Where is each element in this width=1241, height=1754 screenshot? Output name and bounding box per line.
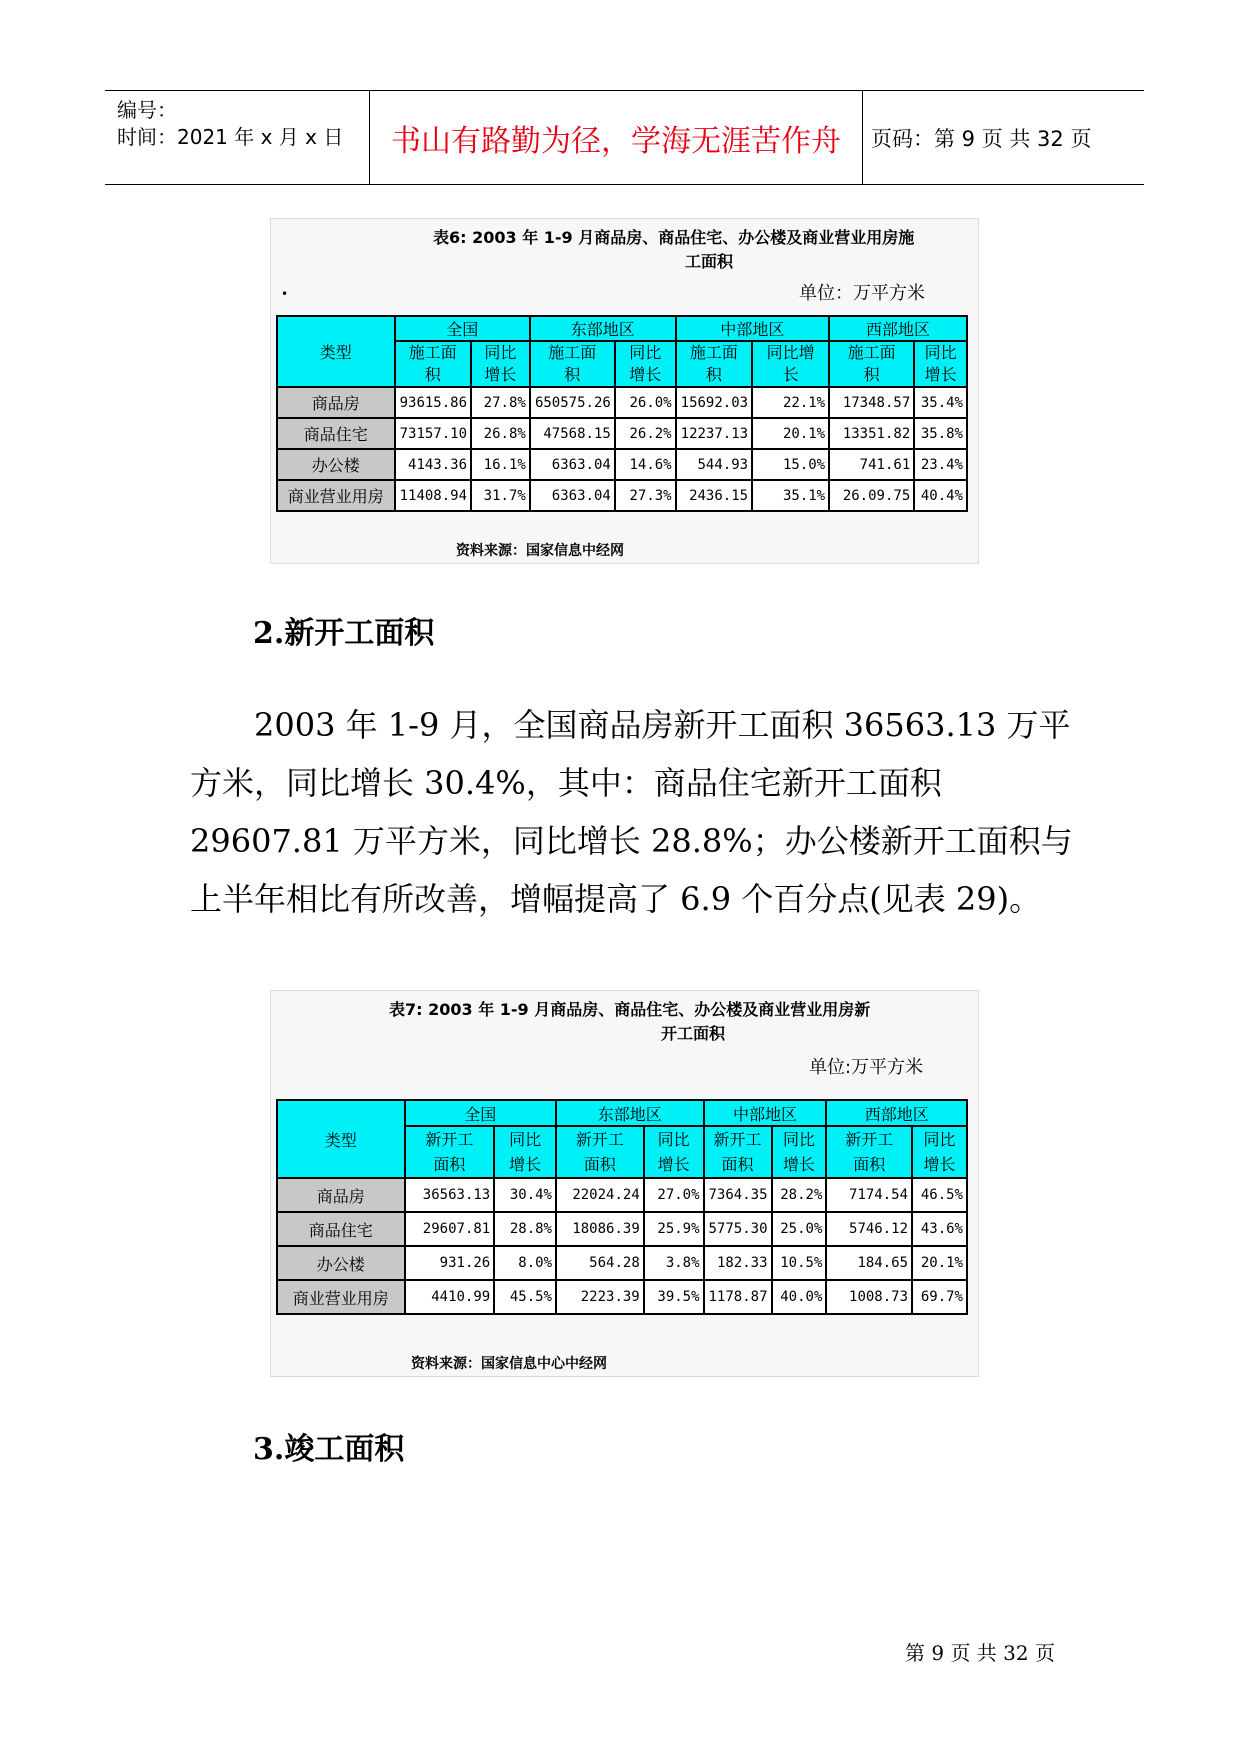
table-cell: 13351.82 bbox=[829, 418, 914, 449]
table-cell: 17348.57 bbox=[829, 387, 914, 418]
table-cell: 26.2% bbox=[615, 418, 676, 449]
table-cell: 184.65 bbox=[826, 1246, 912, 1280]
table6-title: 表6: 2003 年 1-9 月商品房、商品住宅、办公楼及商业营业用房施 bbox=[433, 228, 915, 247]
table7-figure bbox=[270, 990, 979, 1377]
subheader: 同比增长 bbox=[644, 1126, 704, 1178]
table-row bbox=[277, 1280, 967, 1314]
table-cell: 22024.24 bbox=[556, 1178, 644, 1212]
table6-title-line2: 工面积 bbox=[685, 252, 734, 271]
table7-unit: 单位:万平方米 bbox=[809, 1057, 924, 1078]
table-row bbox=[277, 1212, 967, 1246]
table-cell: 25.9% bbox=[644, 1212, 704, 1246]
row-header: 商品住宅 bbox=[277, 418, 395, 449]
subheader: 同比增长 bbox=[752, 341, 829, 387]
table-cell: 3.8% bbox=[644, 1246, 704, 1280]
table-cell: 14.6% bbox=[615, 449, 676, 480]
region-header: 全国 bbox=[405, 1100, 556, 1126]
table-cell: 36563.13 bbox=[405, 1178, 495, 1212]
table-cell: 7174.54 bbox=[826, 1178, 912, 1212]
serial-label: 编号： bbox=[117, 98, 177, 122]
table6-unit: 单位：万平方米 bbox=[799, 283, 925, 304]
subheader: 施工面积 bbox=[395, 341, 471, 387]
table-cell: 25.0% bbox=[772, 1212, 827, 1246]
table6 bbox=[276, 315, 968, 512]
table-cell: 35.4% bbox=[914, 387, 967, 418]
table-cell: 2223.39 bbox=[556, 1280, 644, 1314]
table-cell: 20.1% bbox=[912, 1246, 967, 1280]
table6-source: 资料来源：国家信息中经网 bbox=[456, 543, 624, 559]
row-header: 商业营业用房 bbox=[277, 1280, 405, 1314]
header-page-label: 页码：第 9 页 共 32 页 bbox=[871, 126, 1092, 151]
table-cell: 31.7% bbox=[471, 480, 530, 511]
table-cell: 40.4% bbox=[914, 480, 967, 511]
table-cell: 30.4% bbox=[494, 1178, 556, 1212]
type-header: 类型 bbox=[277, 1100, 405, 1178]
subheader: 同比增长 bbox=[615, 341, 676, 387]
table-cell: 16.1% bbox=[471, 449, 530, 480]
region-header: 西部地区 bbox=[826, 1100, 967, 1126]
table-row bbox=[277, 418, 967, 449]
table7-source: 资料来源：国家信息中心中经网 bbox=[411, 1356, 607, 1372]
table-cell: 22.1% bbox=[752, 387, 829, 418]
page-header bbox=[105, 90, 1144, 185]
table-cell: 43.6% bbox=[912, 1212, 967, 1246]
table-cell: 46.5% bbox=[912, 1178, 967, 1212]
table7 bbox=[276, 1099, 968, 1315]
table-cell: 45.5% bbox=[494, 1280, 556, 1314]
subheader: 同比增长 bbox=[471, 341, 530, 387]
subheader: 施工面积 bbox=[676, 341, 752, 387]
table-cell: 564.28 bbox=[556, 1246, 644, 1280]
type-header: 类型 bbox=[277, 316, 395, 387]
table-row bbox=[277, 1178, 967, 1212]
table7-title: 表7: 2003 年 1-9 月商品房、商品住宅、办公楼及商业营业用房新 bbox=[389, 1000, 871, 1019]
table-cell: 47568.15 bbox=[530, 418, 615, 449]
region-header: 全国 bbox=[395, 316, 530, 341]
table-cell: 15.0% bbox=[752, 449, 829, 480]
table-cell: 741.61 bbox=[829, 449, 914, 480]
table-cell: 26.09.75 bbox=[829, 480, 914, 511]
table-cell: 20.1% bbox=[752, 418, 829, 449]
section3-heading: 3.竣工面积 bbox=[253, 1432, 405, 1467]
table-cell: 35.8% bbox=[914, 418, 967, 449]
table6-figure bbox=[270, 218, 979, 564]
region-header: 东部地区 bbox=[530, 316, 676, 341]
time-label: 时间：2021 年 x 月 x 日 bbox=[117, 125, 344, 149]
subheader: 新开工面积 bbox=[704, 1126, 772, 1178]
table-cell: 93615.86 bbox=[395, 387, 471, 418]
row-header: 商品房 bbox=[277, 387, 395, 418]
table-cell: 7364.35 bbox=[704, 1178, 772, 1212]
table-cell: 4143.36 bbox=[395, 449, 471, 480]
table-cell: 27.0% bbox=[644, 1178, 704, 1212]
table-cell: 650575.26 bbox=[530, 387, 615, 418]
region-header: 中部地区 bbox=[704, 1100, 827, 1126]
table-cell: 35.1% bbox=[752, 480, 829, 511]
table-cell: 6363.04 bbox=[530, 449, 615, 480]
row-header: 办公楼 bbox=[277, 1246, 405, 1280]
table-cell: 8.0% bbox=[494, 1246, 556, 1280]
table-cell: 12237.13 bbox=[676, 418, 752, 449]
table-cell: 18086.39 bbox=[556, 1212, 644, 1246]
paragraph-line: 上半年相比有所改善，增幅提高了 6.9 个百分点(见表 29)。 bbox=[190, 880, 1042, 918]
header-motto: 书山有路勤为径，学海无涯苦作舟 bbox=[369, 91, 863, 184]
table-cell: 27.3% bbox=[615, 480, 676, 511]
table-cell: 4410.99 bbox=[405, 1280, 495, 1314]
paragraph-line: 方米，同比增长 30.4%，其中：商品住宅新开工面积 bbox=[190, 764, 942, 802]
table-cell: 6363.04 bbox=[530, 480, 615, 511]
region-header: 中部地区 bbox=[676, 316, 829, 341]
table-cell: 29607.81 bbox=[405, 1212, 495, 1246]
section2-heading: 2.新开工面积 bbox=[253, 616, 435, 651]
subheader: 同比增长 bbox=[912, 1126, 967, 1178]
table-cell: 10.5% bbox=[772, 1246, 827, 1280]
table-cell: 11408.94 bbox=[395, 480, 471, 511]
table-cell: 1178.87 bbox=[704, 1280, 772, 1314]
table-cell: 39.5% bbox=[644, 1280, 704, 1314]
table-cell: 40.0% bbox=[772, 1280, 827, 1314]
region-header: 西部地区 bbox=[829, 316, 967, 341]
table-cell: 28.8% bbox=[494, 1212, 556, 1246]
table-cell: 5746.12 bbox=[826, 1212, 912, 1246]
table-cell: 2436.15 bbox=[676, 480, 752, 511]
section2-paragraph bbox=[190, 696, 1073, 928]
row-header: 商品房 bbox=[277, 1178, 405, 1212]
header-meta bbox=[117, 97, 343, 151]
region-header: 东部地区 bbox=[556, 1100, 704, 1126]
subheader: 同比增长 bbox=[772, 1126, 827, 1178]
table-cell: 15692.03 bbox=[676, 387, 752, 418]
subheader: 施工面积 bbox=[530, 341, 615, 387]
table-cell: 182.33 bbox=[704, 1246, 772, 1280]
subheader: 同比增长 bbox=[494, 1126, 556, 1178]
table-cell: 23.4% bbox=[914, 449, 967, 480]
subheader: 施工面积 bbox=[829, 341, 914, 387]
table-cell: 26.0% bbox=[615, 387, 676, 418]
subheader: 新开工面积 bbox=[826, 1126, 912, 1178]
paragraph-line: 29607.81 万平方米，同比增长 28.8%；办公楼新开工面积与 bbox=[190, 822, 1073, 860]
table-cell: 931.26 bbox=[405, 1246, 495, 1280]
table-row bbox=[277, 1246, 967, 1280]
subheader: 同比增长 bbox=[914, 341, 967, 387]
page-footer: 第 9 页 共 32 页 bbox=[905, 1641, 1055, 1665]
table-cell: 28.2% bbox=[772, 1178, 827, 1212]
bullet-dot: • bbox=[281, 287, 289, 301]
table-row bbox=[277, 480, 967, 511]
table-cell: 5775.30 bbox=[704, 1212, 772, 1246]
table-cell: 1008.73 bbox=[826, 1280, 912, 1314]
row-header: 办公楼 bbox=[277, 449, 395, 480]
table-cell: 73157.10 bbox=[395, 418, 471, 449]
row-header: 商业营业用房 bbox=[277, 480, 395, 511]
row-header: 商品住宅 bbox=[277, 1212, 405, 1246]
table7-title-line2: 开工面积 bbox=[661, 1024, 726, 1043]
paragraph-line: 2003 年 1-9 月，全国商品房新开工面积 36563.13 万平 bbox=[254, 706, 1071, 744]
subheader: 新开工面积 bbox=[405, 1126, 495, 1178]
subheader: 新开工面积 bbox=[556, 1126, 644, 1178]
table-cell: 544.93 bbox=[676, 449, 752, 480]
table-cell: 69.7% bbox=[912, 1280, 967, 1314]
table-cell: 26.8% bbox=[471, 418, 530, 449]
table-cell: 27.8% bbox=[471, 387, 530, 418]
table-row bbox=[277, 387, 967, 418]
table-row bbox=[277, 449, 967, 480]
